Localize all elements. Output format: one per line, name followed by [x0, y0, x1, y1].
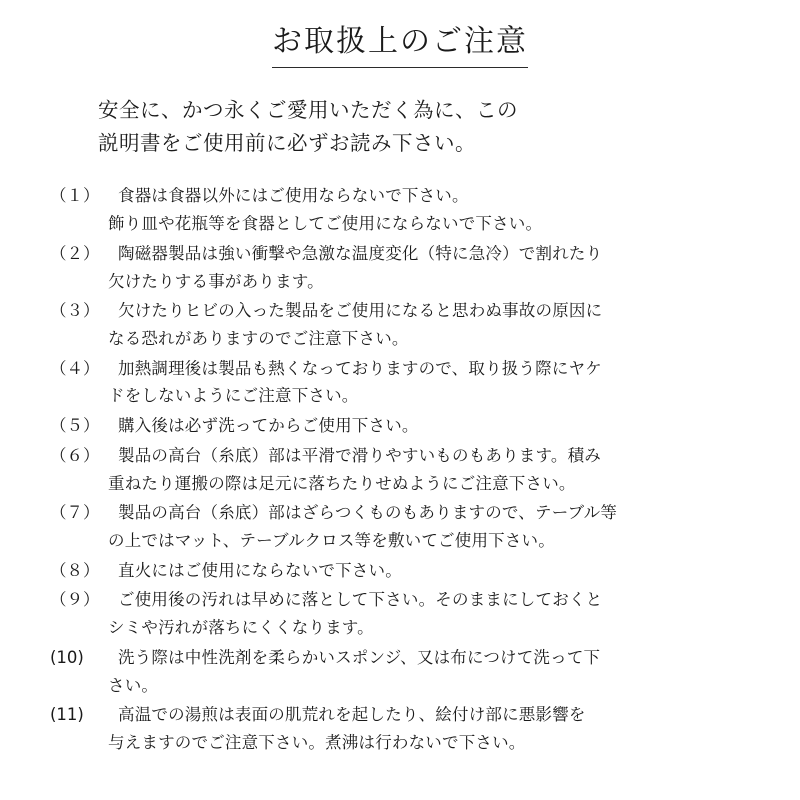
list-item-line: 重ねたり運搬の際は足元に落ちたりせぬようにご注意下さい。 — [108, 473, 576, 493]
list-item-number: （６） — [50, 445, 100, 465]
list-item-number: （７） — [50, 503, 100, 523]
list-item-line: 洗う際は中性洗剤を柔らかいスポンジ、又は布につけて洗って下 — [118, 647, 601, 667]
list-item-line: ご使用後の汚れは早めに落として下さい。そのままにしておくと — [118, 590, 603, 610]
list-item-body — [108, 701, 760, 756]
list-item-body — [108, 586, 760, 641]
list-item-line: なる恐れがありますのでご注意下さい。 — [108, 329, 409, 348]
list-item — [50, 240, 760, 295]
list-item-line: 欠けたりヒビの入った製品をご使用になると思わぬ事故の原因に — [118, 301, 603, 321]
list-item — [50, 182, 760, 237]
list-item-body — [108, 499, 760, 554]
lead-line: 説明書をご使用前に必ずお読み下さい。 — [98, 131, 476, 156]
list-item-line: 購入後は必ず洗ってからご使用下さい。 — [118, 416, 419, 436]
list-item-line: 食器は食器以外にはご使用ならないで下さい。 — [118, 186, 469, 206]
list-item-body — [108, 182, 760, 237]
list-item — [50, 644, 760, 699]
list-item — [50, 557, 760, 585]
list-item-body — [108, 412, 760, 440]
list-item-line: さい。 — [108, 675, 159, 695]
list-item-line: 与えますのでご注意下さい。煮沸は行わないで下さい。 — [108, 733, 526, 753]
list-item-line: 飾り皿や花瓶等を食器としてご使用にならないで下さい。 — [108, 214, 543, 234]
list-item-line: 加熱調理後は製品も熱くなっておりますので、取り扱う際にヤケ — [118, 358, 602, 378]
list-item-line: の上ではマット、テーブルクロス等を敷いてご使用下さい。 — [108, 531, 555, 551]
list-item-number: (10) — [50, 647, 84, 667]
list-item — [50, 412, 760, 440]
list-item-body — [108, 240, 760, 295]
list-item-body — [108, 557, 760, 585]
list-item — [50, 499, 760, 554]
list-item-line: 欠けたりする事があります。 — [108, 271, 324, 291]
list-item-number: （１） — [50, 186, 100, 206]
list-item-line: ドをしないようにご注意下さい。 — [108, 386, 359, 406]
list-item — [50, 442, 760, 497]
list-item-number: (11) — [50, 705, 84, 725]
list-item-line: 高温での湯煎は表面の肌荒れを起したり、絵付け部に悪影響を — [118, 705, 586, 725]
list-item-number: （２） — [50, 243, 100, 263]
list-item-line: シミや汚れが落ちにくくなります。 — [108, 618, 374, 638]
page-title: お取扱上のご注意 — [272, 22, 528, 68]
list-item-line: 製品の高台（糸底）部はざらつくものもありますので、テーブル等 — [118, 503, 618, 523]
list-item — [50, 297, 760, 352]
list-item-number: （３） — [50, 301, 100, 321]
list-item-body — [108, 442, 760, 497]
list-item-line: 製品の高台（糸底）部は平滑で滑りやすいものもあります。積み — [118, 445, 601, 465]
lead-line: 安全に、かつ永くご愛用いただく為に、この — [98, 98, 518, 122]
list-item-number: （４） — [50, 358, 100, 378]
list-item-body — [108, 297, 760, 352]
lead-paragraph — [98, 94, 760, 160]
list-item — [50, 355, 760, 410]
list-item-number: （８） — [50, 560, 100, 580]
list-item-line: 直火にはご使用にならないで下さい。 — [118, 560, 402, 580]
notes-list — [50, 182, 760, 756]
list-item — [50, 586, 760, 641]
list-item-body — [108, 644, 760, 699]
title-container — [40, 18, 760, 68]
list-item-number: （５） — [50, 416, 100, 436]
list-item-body — [108, 355, 760, 410]
list-item-number: （９） — [50, 590, 100, 610]
list-item-line: 陶磁器製品は強い衝撃や急激な温度変化（特に急冷）で割れたり — [118, 243, 603, 263]
list-item — [50, 701, 760, 756]
